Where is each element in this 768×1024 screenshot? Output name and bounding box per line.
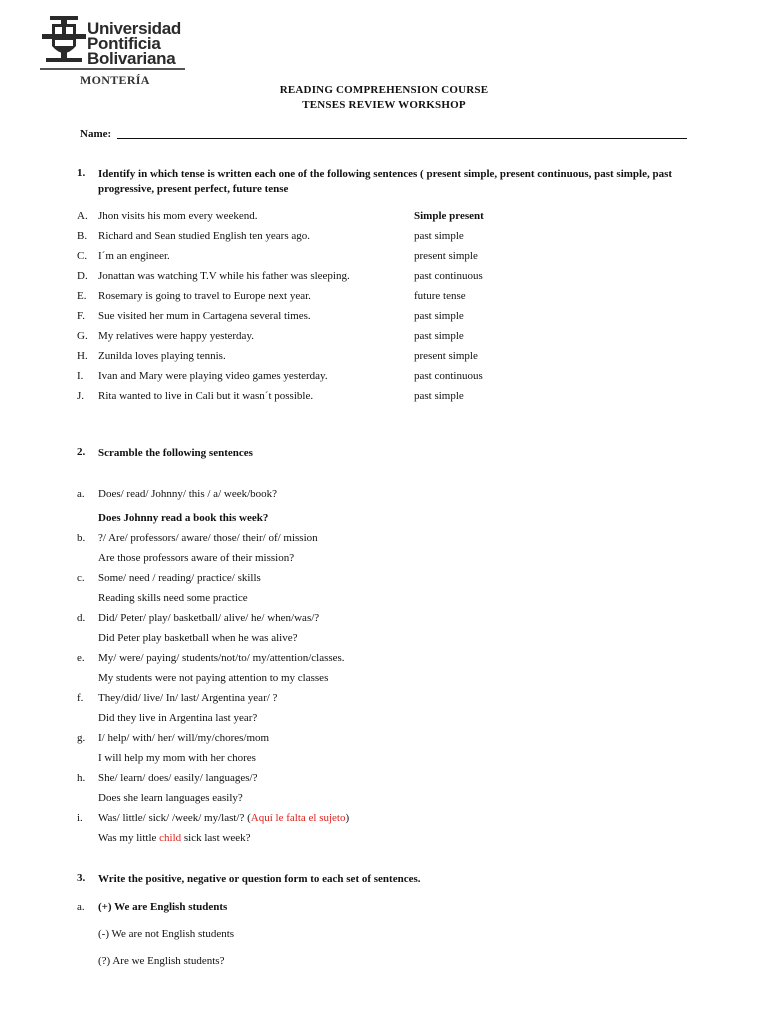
- correction-note: Aquí le falta el sujeto: [250, 812, 346, 824]
- list-item: [0, 350, 768, 366]
- item-prompt: [98, 812, 349, 824]
- item-prompt: She/ learn/ does/ easily/ languages/?: [98, 772, 258, 784]
- section1-number: 1.: [77, 167, 86, 179]
- item-answer: Are those professors aware of their mission?: [98, 552, 295, 564]
- name-field-line[interactable]: [117, 138, 687, 139]
- item-letter: a.: [77, 488, 85, 500]
- section1-instruction: Identify in which tense is written each one of the following sentences ( present simple, present continuous, past simple, past progressive, present perfect, future tense: [98, 168, 673, 195]
- item-sentence: Rita wanted to live in Cali but it wasn´t possible.: [98, 390, 314, 402]
- question-form: (?) Are we English students?: [98, 955, 225, 967]
- item-letter: J.: [77, 390, 85, 402]
- item-letter: i.: [77, 812, 83, 824]
- university-logo: [40, 12, 190, 92]
- item-answer: past simple: [414, 390, 464, 402]
- item-answer: past simple: [414, 230, 464, 242]
- section3-instruction: Write the positive, negative or question form to each set of sentences.: [98, 873, 421, 885]
- item-answer: Reading skills need some practice: [98, 592, 248, 604]
- item-answer: [98, 832, 250, 844]
- item-answer: I will help my mom with her chores: [98, 752, 256, 764]
- list-item: [0, 250, 768, 266]
- item-letter: F.: [77, 310, 85, 322]
- item-answer: Does Johnny read a book this week?: [98, 512, 269, 524]
- item-prompt: Does/ read/ Johnny/ this / a/ week/book?: [98, 488, 278, 500]
- item-letter: h.: [77, 772, 86, 784]
- item-answer: Did they live in Argentina last year?: [98, 712, 258, 724]
- item-letter: c.: [77, 572, 85, 584]
- item-letter: B.: [77, 230, 88, 242]
- item-letter: b.: [77, 532, 86, 544]
- item-letter: d.: [77, 612, 86, 624]
- section3-number: 3.: [77, 872, 86, 884]
- list-item: [0, 210, 768, 226]
- logo-divider: [40, 68, 185, 70]
- list-item: [0, 290, 768, 306]
- campus-name: MONTERÍA: [80, 73, 150, 87]
- positive-form: (+) We are English students: [98, 901, 228, 913]
- item-letter: e.: [77, 652, 85, 664]
- item-letter: E.: [77, 290, 87, 302]
- item-prompt: Some/ need / reading/ practice/ skills: [98, 572, 261, 584]
- answer-start: Was my little: [98, 832, 160, 844]
- item-answer: past continuous: [414, 270, 483, 282]
- item-prompt: ?/ Are/ professors/ aware/ those/ their/ of/ mission: [98, 532, 318, 544]
- section2-number: 2.: [77, 446, 86, 458]
- crest-icon: [42, 16, 86, 64]
- item-answer: Does she learn languages easily?: [98, 792, 243, 804]
- list-item: [0, 230, 768, 246]
- list-item: [0, 370, 768, 386]
- item-prompt: I/ help/ with/ her/ will/my/chores/mom: [98, 732, 270, 744]
- item-prompt: Did/ Peter/ play/ basketball/ alive/ he/ when/was/?: [98, 612, 320, 624]
- item-answer: past continuous: [414, 370, 483, 382]
- negative-form: (-) We are not English students: [98, 928, 235, 940]
- item-letter: g.: [77, 732, 86, 744]
- item-sentence: Ivan and Mary were playing video games yesterday.: [98, 370, 328, 382]
- item-sentence: Jhon visits his mom every weekend.: [98, 210, 258, 222]
- item-letter: G.: [77, 330, 88, 342]
- item-answer: Simple present: [414, 210, 484, 222]
- item-prompt: They/did/ live/ In/ last/ Argentina year/ ?: [98, 692, 278, 704]
- logo-line-2: Pontificia: [87, 34, 161, 53]
- item-letter: C.: [77, 250, 88, 262]
- logo-line-1: Universidad: [87, 19, 182, 38]
- item-sentence: My relatives were happy yesterday.: [98, 330, 254, 342]
- logo-line-3: Bolivariana: [87, 49, 176, 68]
- item-letter: I.: [77, 370, 84, 382]
- item-letter: H.: [77, 350, 88, 362]
- answer-end: sick last week?: [181, 832, 251, 844]
- item-sentence: Richard and Sean studied English ten years ago.: [98, 230, 311, 242]
- item-prompt: My/ were/ paying/ students/not/to/ my/attention/classes.: [98, 652, 345, 664]
- item-sentence: Jonattan was watching T.V while his father was sleeping.: [98, 270, 350, 282]
- item-letter: A.: [77, 210, 88, 222]
- list-item: [0, 390, 768, 406]
- section2-instruction: Scramble the following sentences: [98, 447, 253, 459]
- list-item: [0, 270, 768, 286]
- item-sentence: Zunilda loves playing tennis.: [98, 350, 226, 362]
- workshop-title: TENSES REVIEW WORKSHOP: [302, 99, 466, 111]
- item-letter: f.: [77, 692, 84, 704]
- item-answer: future tense: [414, 290, 466, 302]
- item-answer: past simple: [414, 310, 464, 322]
- name-label: Name:: [80, 128, 112, 140]
- item-answer: My students were not paying attention to my classes: [98, 672, 329, 684]
- prompt-text: Was/ little/ sick/ /week/ my/last/? (: [98, 812, 251, 824]
- list-item: [0, 310, 768, 326]
- list-item: [0, 330, 768, 346]
- item-answer: present simple: [414, 350, 478, 362]
- item-sentence: Rosemary is going to travel to Europe next year.: [98, 290, 311, 302]
- item-sentence: I´m an engineer.: [98, 250, 170, 262]
- item-letter: D.: [77, 270, 88, 282]
- item-sentence: Sue visited her mum in Cartagena several times.: [98, 310, 311, 322]
- item-letter: a.: [77, 901, 85, 913]
- course-title: READING COMPREHENSION COURSE: [279, 84, 489, 96]
- item-answer: Did Peter play basketball when he was alive?: [98, 632, 298, 644]
- corrected-word: child: [159, 832, 182, 844]
- item-answer: past simple: [414, 330, 464, 342]
- item-answer: present simple: [414, 250, 478, 262]
- prompt-close: ): [345, 812, 350, 824]
- university-name: [87, 21, 181, 66]
